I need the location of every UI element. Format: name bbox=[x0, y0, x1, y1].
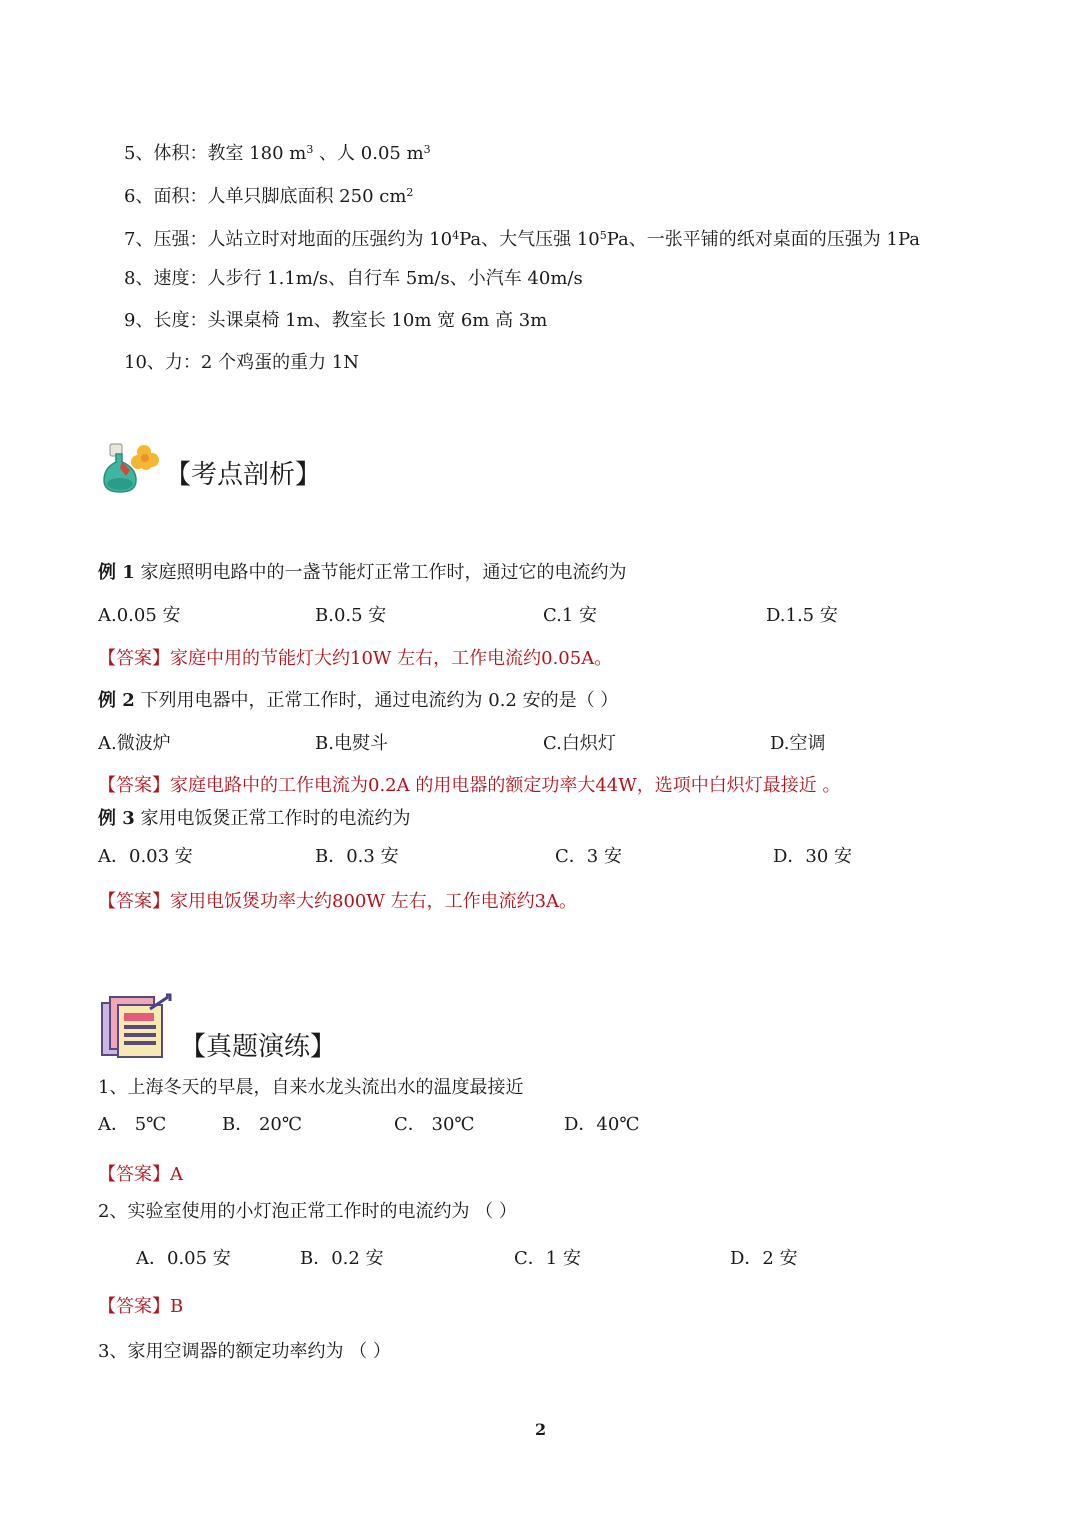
documents-icon bbox=[100, 993, 172, 1059]
option-c: C.1 安 bbox=[543, 605, 598, 626]
fact-sup: 4 bbox=[452, 229, 460, 242]
option-c: C． 30℃ bbox=[394, 1114, 475, 1135]
fact-text: 5、体积：教室 180 m bbox=[124, 143, 307, 164]
fact-text: 6、面积：人单只脚底面积 250 cm bbox=[124, 186, 407, 207]
fact-text: 、人 0.05 m bbox=[313, 143, 424, 164]
fact-sup: 3 bbox=[423, 143, 431, 156]
option-b: B．0.3 安 bbox=[315, 846, 399, 867]
option-d: D．2 安 bbox=[730, 1248, 798, 1269]
answer-text: 【答案】家用电饭煲功率大约800W 左右，工作电流约3A。 bbox=[98, 891, 578, 912]
answer-text: 【答案】A bbox=[98, 1164, 183, 1185]
fact-text: Pa、大气压强 10 bbox=[459, 229, 600, 250]
option-a: A.0.05 安 bbox=[98, 605, 181, 626]
fact-line bbox=[124, 139, 431, 165]
option-a: A． 5℃ bbox=[98, 1114, 167, 1135]
option-a: A．0.03 安 bbox=[98, 846, 193, 867]
question-text: 家庭照明电路中的一盏节能灯正常工作时，通过它的电流约为 bbox=[134, 562, 627, 583]
option-d: D．40℃ bbox=[564, 1114, 640, 1135]
fact-sup: 2 bbox=[406, 186, 414, 199]
question-text: 家用电饭煲正常工作时的电流约为 bbox=[134, 808, 411, 829]
example-label: 例 1 bbox=[98, 562, 135, 583]
question-text: 下列用电器中，正常工作时，通过电流约为 0.2 安的是（ ） bbox=[134, 690, 619, 711]
page-number: 2 bbox=[535, 1420, 547, 1439]
section-title: 【考点剖析】 bbox=[165, 460, 322, 490]
fact-line bbox=[124, 182, 413, 208]
option-d: D．30 安 bbox=[773, 846, 853, 867]
fact-text: 7、压强：人站立时对地面的压强约为 10 bbox=[124, 229, 453, 250]
option-c: C．3 安 bbox=[555, 846, 622, 867]
example-question bbox=[98, 808, 411, 830]
practice-question: 1、上海冬天的早晨，自来水龙头流出水的温度最接近 bbox=[98, 1077, 524, 1098]
answer-text: 【答案】家庭电路中的工作电流为0.2A 的用电器的额定功率大44W，选项中白炽灯最接近 。 bbox=[98, 775, 841, 796]
fact-line bbox=[124, 310, 547, 332]
option-c: C．1 安 bbox=[514, 1248, 581, 1269]
fact-sup: 3 bbox=[306, 143, 314, 156]
option-d: D.1.5 安 bbox=[766, 605, 838, 626]
answer-text: 【答案】B bbox=[98, 1296, 184, 1317]
example-label: 例 2 bbox=[98, 690, 135, 711]
option-b: B．0.2 安 bbox=[300, 1248, 384, 1269]
option-b: B.0.5 安 bbox=[315, 605, 387, 626]
fact-text: Pa、一张平铺的纸对桌面的压强为 1Pa bbox=[606, 229, 920, 250]
fact-text: 8、速度：人步行 1.1m/s、自行车 5m/s、小汽车 40m/s bbox=[124, 268, 583, 289]
fact-line bbox=[124, 268, 583, 290]
option-a: A．0.05 安 bbox=[136, 1248, 231, 1269]
option-b: B． 20℃ bbox=[222, 1114, 302, 1135]
example-label: 例 3 bbox=[98, 808, 135, 829]
fact-line bbox=[124, 225, 920, 251]
fact-sup: 5 bbox=[599, 229, 607, 242]
fact-line bbox=[124, 352, 359, 374]
answer-text: 【答案】家庭中用的节能灯大约10W 左右，工作电流约0.05A。 bbox=[98, 648, 613, 669]
option-c: C.白炽灯 bbox=[543, 733, 616, 754]
option-b: B.电熨斗 bbox=[315, 733, 388, 754]
example-question bbox=[98, 562, 627, 584]
flask-flower-icon bbox=[100, 440, 162, 496]
practice-question: 3、家用空调器的额定功率约为 （ ） bbox=[98, 1341, 391, 1362]
practice-question: 2、实验室使用的小灯泡正常工作时的电流约为 （ ） bbox=[98, 1201, 517, 1222]
fact-text: 9、长度：头课桌椅 1m、教室长 10m 宽 6m 高 3m bbox=[124, 310, 548, 331]
fact-text: 10、力：2 个鸡蛋的重力 1N bbox=[124, 352, 360, 373]
example-question bbox=[98, 690, 618, 712]
option-a: A.微波炉 bbox=[98, 733, 171, 754]
option-d: D.空调 bbox=[770, 733, 826, 754]
section-title: 【真题演练】 bbox=[180, 1032, 337, 1062]
